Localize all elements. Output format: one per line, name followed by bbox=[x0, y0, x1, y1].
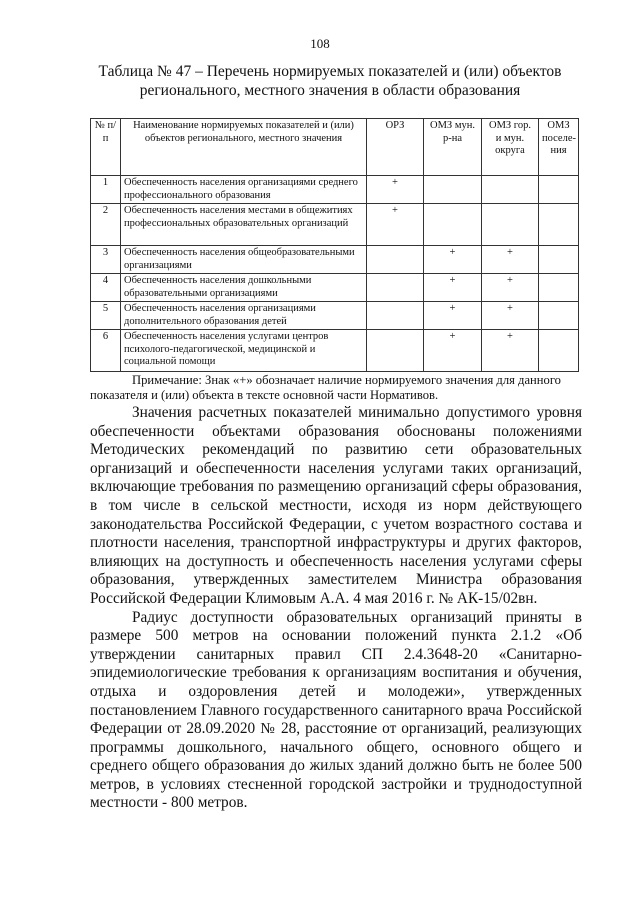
row-orz bbox=[367, 302, 424, 330]
table-row bbox=[91, 246, 579, 274]
row-name: Обеспеченность населения общеобразовательными организациями bbox=[121, 246, 367, 274]
row-omz-gor bbox=[482, 176, 539, 204]
row-orz: + bbox=[367, 176, 424, 204]
paragraph: Радиус доступности образовательных организаций приняты в размере 500 метров на основании положений пункта 2.1.2 «Об утверждении санитарных правил СП 2.4.3648-20 «Санитарно-эпидемиологические требования к организациям воспитания и обучения, отдыха и оздоровления детей и молодежи», утвержденных постановлением Главного государственного санитарного врача Российской Федерации от 28.09.2020 № 28, расстояние от организаций, реализующих программы дошкольного, начального общего, основного общего и среднего общего образования до жилых зданий должно быть не более 500 метров, в условиях стесненной городской застройки и труднодоступной местности - 800 метров. bbox=[90, 608, 582, 812]
row-omz-gor: + bbox=[482, 330, 539, 372]
table-row bbox=[91, 302, 579, 330]
header-omz-mun: ОМЗ мун. р-на bbox=[424, 119, 482, 176]
row-name: Обеспеченность населения дошкольными образовательными организациями bbox=[121, 274, 367, 302]
row-name: Обеспеченность населения организациями среднего профессионального образования bbox=[121, 176, 367, 204]
row-num: 1 bbox=[91, 176, 121, 204]
row-name: Обеспеченность населения местами в общежитиях профессиональных образовательных организаций bbox=[121, 204, 367, 246]
row-omz-pos bbox=[539, 302, 579, 330]
table-row bbox=[91, 176, 579, 204]
table-caption bbox=[80, 62, 580, 100]
page-number: 108 bbox=[310, 36, 330, 51]
row-num: 2 bbox=[91, 204, 121, 246]
caption-line-1: Таблица № 47 – Перечень нормируемых показателей и (или) объектов bbox=[98, 63, 562, 80]
table-note bbox=[90, 373, 582, 403]
row-num: 6 bbox=[91, 330, 121, 372]
row-num: 5 bbox=[91, 302, 121, 330]
row-omz-mun: + bbox=[424, 302, 482, 330]
row-omz-gor: + bbox=[482, 302, 539, 330]
row-name: Обеспеченность населения услугами центров психолого-педагогической, медицинской и социальной помощи bbox=[121, 330, 367, 372]
row-omz-mun bbox=[424, 204, 482, 246]
header-name: Наименование нормируемых показателей и (или) объектов регионального, местного значения bbox=[121, 119, 367, 176]
row-omz-pos bbox=[539, 204, 579, 246]
row-omz-pos bbox=[539, 246, 579, 274]
table-row bbox=[91, 204, 579, 246]
header-num: № п/п bbox=[91, 119, 121, 176]
row-orz bbox=[367, 246, 424, 274]
row-omz-pos bbox=[539, 274, 579, 302]
row-omz-mun: + bbox=[424, 274, 482, 302]
norms-table bbox=[90, 118, 579, 372]
header-omz-gor: ОМЗ гор. и мун. округа bbox=[482, 119, 539, 176]
row-orz: + bbox=[367, 204, 424, 246]
row-num: 4 bbox=[91, 274, 121, 302]
row-omz-mun: + bbox=[424, 330, 482, 372]
note-line-1: Примечание: Знак «+» обозначает наличие нормируемого значения для данного bbox=[132, 373, 561, 387]
row-omz-mun: + bbox=[424, 246, 482, 274]
row-orz bbox=[367, 330, 424, 372]
row-omz-pos bbox=[539, 176, 579, 204]
row-orz bbox=[367, 274, 424, 302]
table-header-row bbox=[91, 119, 579, 176]
paragraph: Значения расчетных показателей минимально допустимого уровня обеспеченности объектами образования обоснованы положениями Методических рекомендаций по развитию сети образовательных организаций и обеспеченности населения услугами таких организаций, включающие требования по размещению организаций сферы образования, в том числе в сельской местности, исходя из норм действующего законодательства Российской Федерации, с учетом возрастного состава и плотности населения, транспортной инфраструктуры и других факторов, влияющих на доступность и обеспеченность населения услугами сферы образования, утвержденных заместителем Министра образования Российской Федерации Климовым А.А. 4 мая 2016 г. № АК-15/02вн. bbox=[90, 404, 582, 607]
row-omz-mun bbox=[424, 176, 482, 204]
row-name: Обеспеченность населения организациями дополнительного образования детей bbox=[121, 302, 367, 330]
note-line-2: показателя и (или) объекта в тексте основной части Нормативов. bbox=[90, 388, 439, 402]
row-omz-gor bbox=[482, 204, 539, 246]
table-row bbox=[91, 274, 579, 302]
row-omz-pos bbox=[539, 330, 579, 372]
row-omz-gor: + bbox=[482, 274, 539, 302]
header-orz: ОРЗ bbox=[367, 119, 424, 176]
header-omz-pos: ОМЗ поселе-ния bbox=[539, 119, 579, 176]
body-text bbox=[90, 404, 582, 813]
row-num: 3 bbox=[91, 246, 121, 274]
row-omz-gor: + bbox=[482, 246, 539, 274]
caption-line-2: регионального, местного значения в области образования bbox=[139, 82, 521, 99]
table-row bbox=[91, 330, 579, 372]
